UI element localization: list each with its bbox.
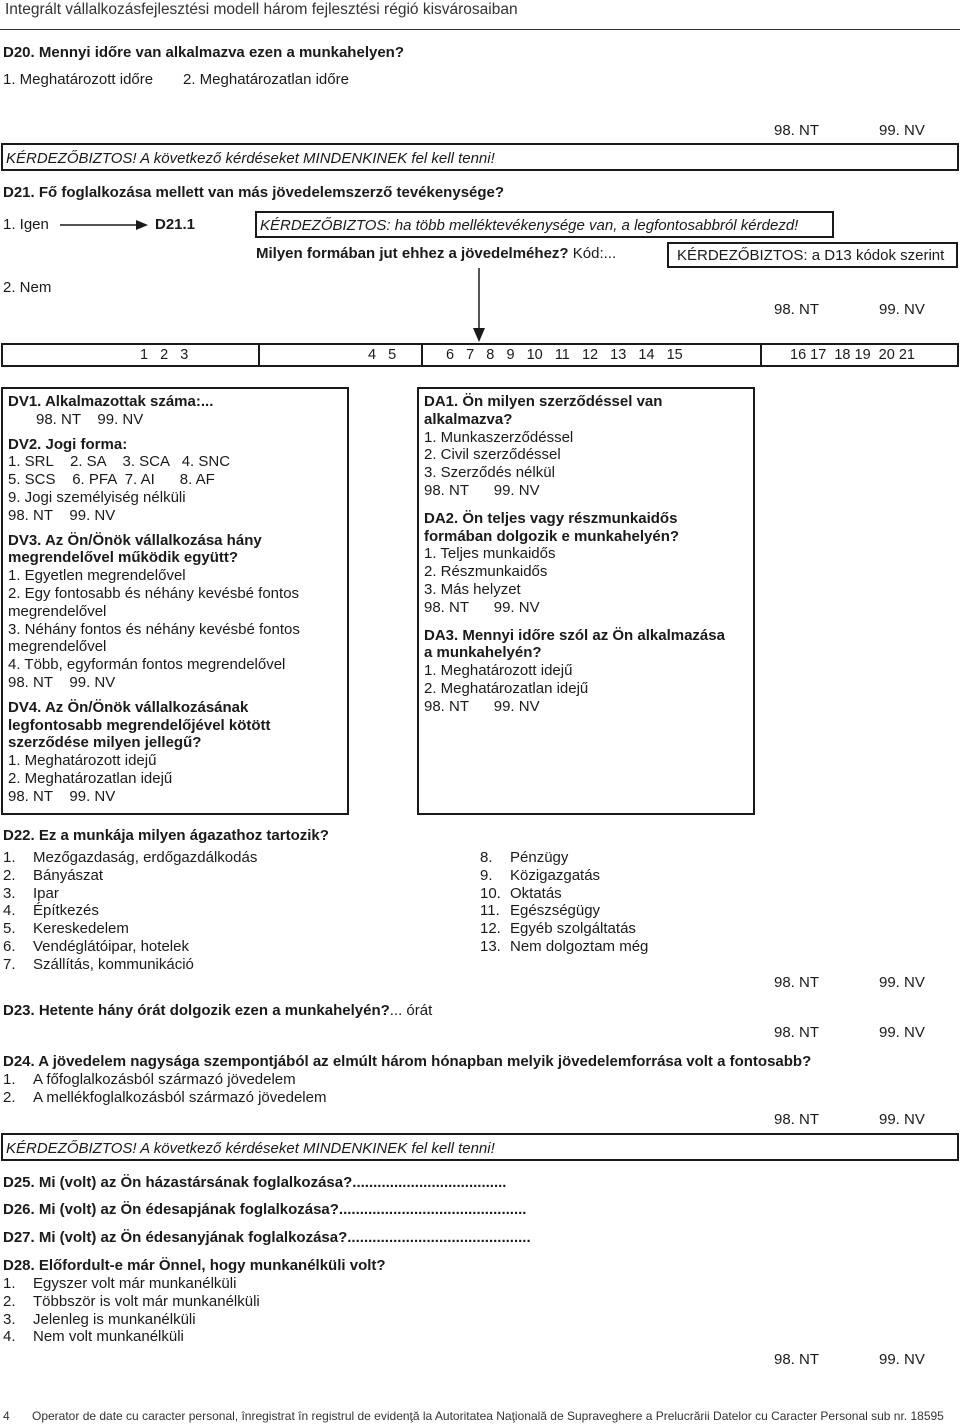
list-item-number: 4. [3, 902, 16, 920]
da1-option-1: 1. Munkaszerződéssel [424, 428, 574, 446]
list-item-number: 4. [3, 1328, 16, 1346]
list-item [480, 849, 648, 867]
dv-column [8, 393, 300, 806]
list-item-number: 6. [3, 937, 16, 955]
page-number: 4 [3, 1409, 10, 1423]
list-item-number: 11. [480, 902, 500, 920]
dv4-option-1: 1. Meghatározott idejű [8, 752, 157, 770]
dv3-option-2b: megrendelővel [8, 602, 107, 620]
d21-instruction-box [255, 211, 834, 238]
da2-option-2: 2. Részmunkaidős [424, 563, 548, 581]
scale-group-1 [140, 347, 188, 365]
list-item-number: 3. [3, 884, 16, 902]
da-box [417, 387, 755, 815]
list-item [480, 920, 648, 938]
list-item-label: Építkezés [33, 902, 99, 920]
list-item-number: 12. [480, 920, 501, 938]
dv3-option-3a: 3. Néhány fontos és néhány kevésbé fontos [8, 620, 300, 638]
d22-question: D22. Ez a munkája milyen ágazathoz tartozik? [3, 827, 329, 844]
list-item-label: Kereskedelem [33, 920, 129, 938]
list-item [480, 885, 648, 903]
list-item [3, 1293, 260, 1311]
d21-code-nv: 99. NV [879, 301, 925, 318]
d21-sub-question: Milyen formában jut ehhez a jövedelméhez? [256, 245, 569, 262]
da1-question-1: DA1. Ön milyen szerződéssel van [424, 393, 663, 410]
scale-group-4 [790, 347, 915, 365]
dv1-codes: 98. NT 99. NV [36, 410, 144, 428]
d24-code-nt: 98. NT [774, 1111, 820, 1128]
d23-line [3, 1002, 432, 1020]
arrow-right-icon [60, 218, 150, 232]
list-item-label: Nem dolgoztam még [510, 937, 649, 955]
scale-group-3-text: 6 7 8 9 10 11 12 13 14 15 [446, 347, 683, 363]
list-item-number: 2. [3, 1088, 16, 1106]
list-item-label: A főfoglalkozásból származó jövedelem [33, 1071, 296, 1088]
d20-option-1: 1. Meghatározott időre [3, 71, 154, 88]
list-item [3, 885, 257, 903]
list-item [3, 938, 257, 956]
da2-question-2: formában dolgozik e munkahelyén? [424, 527, 680, 545]
list-item-number: 1. [3, 1275, 16, 1292]
list-item-label: Mezőgazdaság, erdőgazdálkodás [33, 849, 258, 866]
list-item-label: Bányászat [33, 866, 104, 884]
list-item [3, 867, 257, 885]
d28-code-nt: 98. NT [774, 1351, 820, 1368]
list-item-number: 10. [480, 884, 501, 902]
d24-question: D24. A jövedelem nagysága szempontjából az elmúlt három hónapban melyik jövedelemforrása volt a fontosabb? [3, 1053, 812, 1070]
list-item [3, 849, 257, 867]
d22-list-left [3, 849, 257, 974]
instruction-text-1: KÉRDEZŐBIZTOS! A következő kérdéseket MINDENKINEK fel kell tenni! [6, 150, 495, 167]
list-item [3, 902, 257, 920]
list-item-number: 2. [3, 1292, 16, 1310]
list-item-label: Jelenleg is munkanélküli [33, 1310, 196, 1328]
scale-divider-3 [760, 343, 762, 367]
list-item [3, 1311, 260, 1329]
d22-code-nt: 98. NT [774, 974, 820, 991]
list-item-label: Egyéb szolgáltatás [510, 920, 636, 938]
list-item-number: 9. [480, 866, 493, 884]
header-title: Integrált vállalkozásfejlesztési modell három fejlesztési régió kisvárosaiban [5, 1, 518, 18]
list-item-label: Ipar [33, 884, 59, 902]
da2-codes: 98. NT 99. NV [424, 598, 540, 616]
d23-code-nv: 99. NV [879, 1024, 925, 1041]
d28-options [3, 1275, 260, 1346]
dv4-question-3: szerződése milyen jellegű? [8, 734, 202, 752]
list-item [3, 1089, 326, 1107]
dv3-option-2a: 2. Egy fontosabb és néhány kevésbé fontos [8, 584, 300, 602]
list-item-number: 8. [480, 849, 493, 866]
d24-code-nv: 99. NV [879, 1111, 925, 1128]
list-item [3, 1328, 260, 1346]
list-item-label: A mellékfoglalkozásból származó jövedelem [33, 1088, 327, 1106]
scale-group-1-text: 1 2 3 [140, 347, 189, 363]
list-item [480, 902, 648, 920]
list-item-label: Vendéglátóipar, hotelek [33, 937, 189, 955]
arrow-down-icon [472, 268, 486, 344]
dv4-codes: 98. NT 99. NV [8, 787, 116, 805]
scale-group-2 [368, 347, 396, 365]
da1-option-2: 2. Civil szerződéssel [424, 446, 561, 464]
dv1-question: DV1. Alkalmazottak száma:... [8, 393, 214, 410]
d22-code-nv: 99. NV [879, 974, 925, 991]
d21-code-nt: 98. NT [774, 301, 820, 318]
d28-question: D28. Előfordult-e már Önnel, hogy munkanélküli volt? [3, 1257, 386, 1274]
instruction-box-2 [1, 1133, 959, 1161]
da1-option-3: 3. Szerződés nélkül [424, 464, 555, 482]
list-item [3, 1275, 260, 1293]
list-item-label: Egyszer volt már munkanélküli [33, 1275, 237, 1292]
list-item-number: 3. [3, 1310, 16, 1328]
dv3-option-1: 1. Egyetlen megrendelővel [8, 567, 186, 585]
da3-option-1: 1. Meghatározott idejű [424, 662, 573, 680]
scale-divider-2 [421, 343, 423, 367]
d21-option-2: 2. Nem [3, 279, 52, 296]
d23-question: D23. Hetente hány órát dolgozik ezen a munkahelyén? [3, 1002, 390, 1019]
dv3-codes: 98. NT 99. NV [8, 673, 116, 691]
list-item-number: 13. [480, 937, 501, 955]
d21-kod-box-text: KÉRDEZŐBIZTOS: a D13 kódok szerint [677, 247, 945, 264]
instruction-box-1 [1, 143, 959, 171]
dv3-question-2: megrendelővel működik együtt? [8, 549, 239, 567]
dv3-question-1: DV3. Az Ön/Önök vállalkozása hány [8, 531, 262, 549]
list-item-number: 1. [3, 849, 16, 866]
d23-code-nt: 98. NT [774, 1024, 820, 1041]
list-item-number: 1. [3, 1071, 16, 1088]
d21-option-1: 1. Igen [3, 216, 49, 233]
d25-question: D25. Mi (volt) az Ön házastársának foglalkozása?..................................... [3, 1174, 507, 1191]
dv2-codes: 98. NT 99. NV [8, 506, 116, 524]
page-header [0, 0, 960, 30]
d21-question: D21. Fő foglalkozása mellett van más jövedelemszerző tevékenysége? [3, 184, 505, 201]
d26-question: D26. Mi (volt) az Ön édesapjának foglalkozása?............................................. [3, 1201, 527, 1218]
list-item-label: Többször is volt már munkanélküli [33, 1292, 260, 1310]
list-item-label: Nem volt munkanélküli [33, 1328, 184, 1346]
da1-question-2: alkalmazva? [424, 410, 513, 428]
dv4-question-2: legfontosabb megrendelőjével kötött [8, 716, 271, 734]
d28-code-nv: 99. NV [879, 1351, 925, 1368]
dv2-line-1: 1. SRL 2. SA 3. SCA 4. SNC [8, 453, 231, 471]
da3-question-1: DA3. Mennyi időre szól az Ön alkalmazása [424, 626, 725, 644]
scale-group-2-text: 4 5 [368, 347, 397, 363]
list-item-label: Szállítás, kommunikáció [33, 955, 194, 973]
scale-group-4-text: 16 17 18 19 20 21 [790, 347, 915, 363]
list-item [480, 938, 648, 956]
list-item-label: Közigazgatás [510, 866, 601, 884]
d20-code-nt: 98. NT [774, 122, 820, 139]
dv2-line-3: 9. Jogi személyiség nélküli [8, 488, 186, 506]
list-item [3, 920, 257, 938]
d23-dots: ... órát [389, 1002, 433, 1019]
d21-kod-label: Kód:... [572, 245, 617, 262]
dv4-option-2: 2. Meghatározatlan idejű [8, 769, 173, 787]
d22-list-right [480, 849, 648, 956]
da2-option-1: 1. Teljes munkaidős [424, 545, 556, 563]
d21-1-label: D21.1 [155, 216, 196, 233]
d24-options [3, 1071, 326, 1107]
dv3-option-3b: megrendelővel [8, 638, 107, 656]
d21-instruction-text: KÉRDEZŐBIZTOS: ha több melléktevékenysége van, a legfontosabbról kérdezd! [260, 217, 799, 234]
list-item [3, 1071, 326, 1089]
footer-text: Operator de date cu caracter personal, înregistrat în registrul de evidenţă la Autoritatea Naţională de Supraveghere a Prelucrării Datelor cu Caracter Personal sub nr. 18595 [32, 1409, 944, 1423]
list-item [480, 867, 648, 885]
d20-option-2: 2. Meghatározatlan időre [183, 71, 349, 88]
dv2-question: DV2. Jogi forma: [8, 435, 128, 453]
dv3-option-4: 4. Több, egyformán fontos megrendelővel [8, 656, 286, 674]
dv2-line-2: 5. SCS 6. PFA 7. AI 8. AF [8, 471, 215, 489]
da2-option-3: 3. Más helyzet [424, 580, 521, 598]
list-item-number: 7. [3, 955, 16, 973]
code-scale [1, 343, 959, 367]
list-item-label: Pénzügy [510, 849, 569, 866]
dv-box [1, 387, 349, 815]
da1-codes: 98. NT 99. NV [424, 481, 540, 499]
da3-codes: 98. NT 99. NV [424, 697, 540, 715]
list-item-number: 2. [3, 866, 16, 884]
d21-kod-box [667, 242, 958, 268]
list-item-number: 5. [3, 920, 16, 938]
d20-code-nv: 99. NV [879, 122, 925, 139]
instruction-text-2: KÉRDEZŐBIZTOS! A következő kérdéseket MINDENKINEK fel kell tenni! [6, 1140, 495, 1157]
scale-divider-1 [258, 343, 260, 367]
dv4-question-1: DV4. Az Ön/Önök vállalkozásának [8, 698, 249, 716]
list-item [3, 956, 257, 974]
list-item-label: Egészségügy [510, 902, 601, 920]
da-column [424, 393, 725, 716]
da3-question-2: a munkahelyén? [424, 644, 542, 662]
d21-sub-question-line [256, 245, 616, 263]
da3-option-2: 2. Meghatározatlan idejű [424, 679, 589, 697]
da2-question-1: DA2. Ön teljes vagy részmunkaidős [424, 509, 678, 527]
d20-question: D20. Mennyi időre van alkalmazva ezen a munkahelyen? [3, 44, 404, 61]
d27-question: D27. Mi (volt) az Ön édesanyjának foglalkozása?............................................ [3, 1229, 531, 1246]
scale-group-3 [446, 347, 683, 365]
list-item-label: Oktatás [510, 884, 562, 902]
